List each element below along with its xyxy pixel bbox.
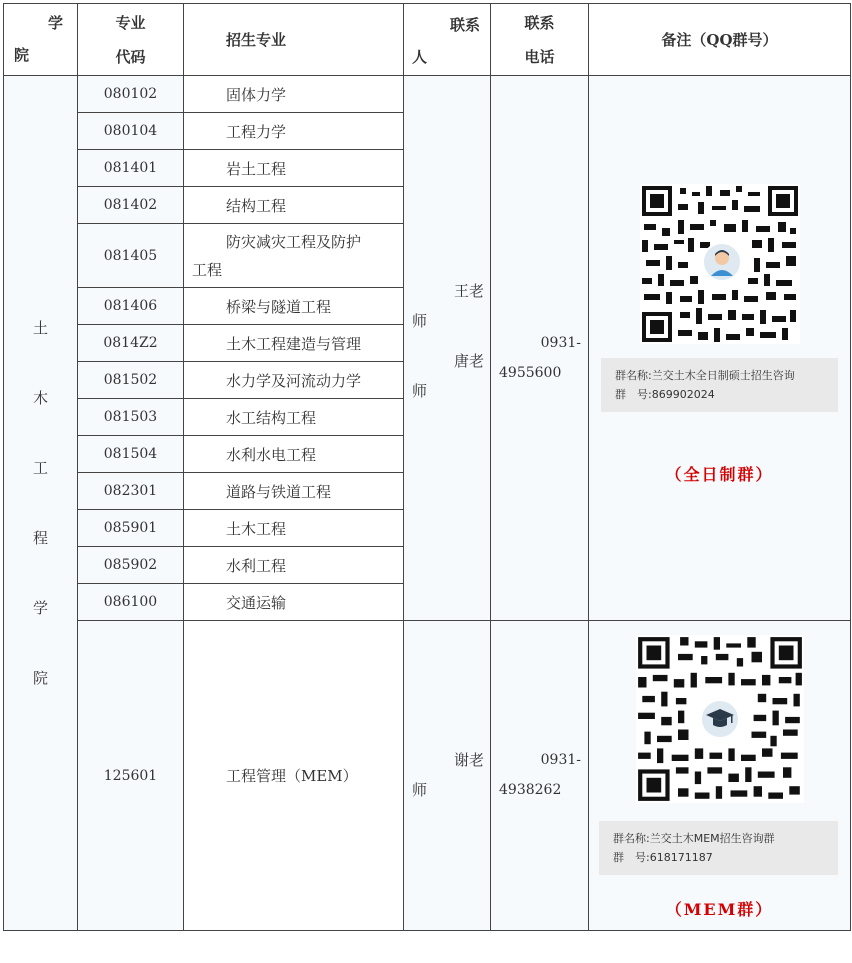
major-name-line2: 工程 (192, 260, 223, 279)
phone-line2: 4955600 (499, 365, 562, 381)
qr-group-name: 群名称:兰交土木MEM招生咨询群 (613, 832, 775, 845)
major-name: 土木工程 (184, 510, 404, 547)
major-code: 081401 (78, 150, 184, 187)
qr-group-id: 群 号:618171187 (613, 851, 713, 864)
remark-cell-mem (589, 621, 851, 931)
major-code: 085901 (78, 510, 184, 547)
contact-name-1-cont: 师 (412, 312, 428, 330)
qr-group-label-fulltime (601, 358, 838, 412)
college-cell (4, 76, 78, 931)
avatar-icon (702, 242, 742, 282)
header-phone-line1: 联系 (524, 13, 555, 32)
table-header-row (4, 4, 851, 76)
major-name-line1: 防灾减灾工程及防护 (226, 232, 362, 251)
header-phone-line2: 电话 (524, 47, 555, 66)
major-name: 固体力学 (184, 76, 404, 113)
header-major: 招生专业 (184, 4, 404, 76)
major-name: 工程管理（MEM） (184, 621, 404, 931)
major-code: 081504 (78, 436, 184, 473)
remark-cell-fulltime (589, 76, 851, 621)
contact-cell-mem (404, 621, 491, 931)
phone-line1: 0931- (540, 752, 581, 768)
header-phone (491, 4, 589, 76)
major-name: 水工结构工程 (184, 399, 404, 436)
major-code: 080102 (78, 76, 184, 113)
phone-line1: 0931- (540, 335, 581, 351)
table-row-mem (4, 621, 851, 931)
graduation-cap-icon (700, 699, 740, 739)
header-remark: 备注（QQ群号） (589, 4, 851, 76)
header-code-line1: 专业 (115, 13, 146, 32)
phone-cell-fulltime (491, 76, 589, 621)
major-code: 081406 (78, 288, 184, 325)
college-char: 土 (32, 319, 48, 337)
qr-group-id: 群 号:869902024 (615, 388, 715, 401)
major-name (184, 224, 404, 288)
admission-table (3, 3, 851, 931)
qr-group-label-mem (599, 821, 838, 875)
header-code (78, 4, 184, 76)
major-code: 080104 (78, 113, 184, 150)
college-char: 工 (32, 459, 48, 477)
table-row (4, 76, 851, 113)
header-college-line1: 学 (47, 14, 63, 32)
contact-name-mem: 谢老 (453, 751, 484, 769)
contact-name-mem-cont: 师 (412, 781, 428, 799)
major-name: 土木工程建造与管理 (184, 325, 404, 362)
major-code: 085902 (78, 547, 184, 584)
major-code: 086100 (78, 584, 184, 621)
college-char: 程 (32, 529, 48, 547)
qr-group-name: 群名称:兰交土木全日制硕士招生咨询 (615, 369, 795, 382)
major-name: 工程力学 (184, 113, 404, 150)
major-code: 081503 (78, 399, 184, 436)
header-college (4, 4, 78, 76)
major-name: 水力学及河流动力学 (184, 362, 404, 399)
contact-name-2: 唐老 (453, 352, 484, 370)
major-code: 081405 (78, 224, 184, 288)
phone-line2: 4938262 (499, 782, 562, 798)
phone-cell-mem (491, 621, 589, 931)
header-college-line2: 院 (14, 46, 30, 64)
header-contact-line2: 人 (412, 48, 428, 66)
major-code: 125601 (78, 621, 184, 931)
mem-group-label: （MEM群） (665, 900, 774, 919)
qr-code-fulltime (640, 184, 800, 344)
major-code: 081402 (78, 187, 184, 224)
header-contact-line1: 联系 (449, 16, 480, 34)
contact-name-1: 王老 (453, 282, 484, 300)
major-name: 岩土工程 (184, 150, 404, 187)
major-name: 结构工程 (184, 187, 404, 224)
major-name: 桥梁与隧道工程 (184, 288, 404, 325)
major-code: 0814Z2 (78, 325, 184, 362)
major-name: 水利工程 (184, 547, 404, 584)
header-contact (404, 4, 491, 76)
college-char: 学 (32, 599, 48, 617)
major-name: 道路与铁道工程 (184, 473, 404, 510)
major-code: 082301 (78, 473, 184, 510)
major-name: 交通运输 (184, 584, 404, 621)
college-char: 木 (32, 389, 48, 407)
qr-code-mem (636, 635, 804, 803)
college-char: 院 (32, 669, 48, 687)
major-name: 水利水电工程 (184, 436, 404, 473)
contact-name-2-cont: 师 (412, 382, 428, 400)
fulltime-group-label: （全日制群） (665, 465, 774, 484)
contact-cell-fulltime (404, 76, 491, 621)
major-code: 081502 (78, 362, 184, 399)
header-code-line2: 代码 (115, 47, 146, 66)
